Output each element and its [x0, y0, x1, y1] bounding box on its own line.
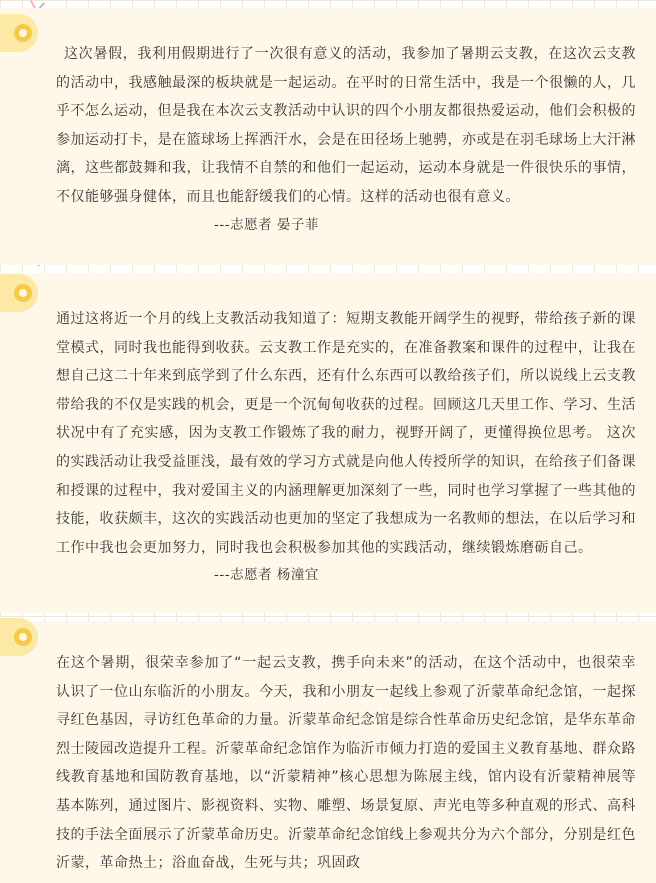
testimonial-card-2 [0, 273, 656, 613]
testimonial-body: 这次暑假，我利用假期进行了一次很有意义的活动，我参加了暑期云支教，在这次云支教的活动中，我感触最深的板块就是一起运动。在平时的日常生活中，我是一个很懒的人，几乎不怎么运动，但是我在本次云支教活动中认识的四个小朋友都很热爱运动，他们会积极的参加运动打卡，是在篮球场上挥洒汗水，会是在田径场上驰骋，亦或是在羽毛球场上大汗淋漓，这些都鼓舞和我，让我情不自禁的和他们一起运动，运动本身就是一件很快乐的事情，不仅能够强身健体，而且也能舒缓我们的心情。这样的活动也很有意义。 [56, 46, 636, 205]
testimonial-card-3 [0, 621, 656, 883]
testimonial-body: 通过这将近一个月的线上支教活动我知道了：短期支教能开阔学生的视野，带给孩子新的课堂模式，同时我也能得到收获。云支教工作是充实的，在准备教案和课件的过程中，让我在想自己这二十年来到底学到了什么东西，还有什么东西可以教给孩子们，所以说线上云支教带给我的不仅是实践的机会，更是一个沉甸甸收获的过程。回顾这几天里工作、学习、生活状况中有了充实感，因为支教工作锻炼了我的耐力，视野开阔了，更懂得换位思考。 这次的实践活动让我受益匪浅，最有效的学习方式就是向他人传授所学的知识，在给孩子们备课和授课的过程中，我对爱国主义的内涵理解更加深刻了一些，同时也学习掌握了一些其他的技能，收获颇丰，这次的实践活动也更加的坚定了我想成为一名教师的想法，在以后学习和工作中我也会更加努力，同时我也会积极参加其他的实践活动，继续锻炼磨砺自己。 [56, 311, 636, 556]
card-badge-icon [0, 14, 38, 52]
card-badge-icon [0, 274, 38, 312]
volunteer-signature: ---志愿者 杨潼宜 [214, 567, 319, 584]
card-badge-icon [0, 618, 38, 656]
testimonial-card-1 [0, 8, 656, 265]
testimonial-body: 在这个暑期，很荣幸参加了“一起云支教，携手向未来”的活动，在这个活动中，也很荣幸认识了一位山东临沂的小朋友。今天，我和小朋友一起线上参观了沂蒙革命纪念馆，一起探寻红色基因，寻访红色革命的力量。沂蒙革命纪念馆是综合性革命历史纪念馆，是华东革命烈士陵园改造提升工程。沂蒙革命纪念馆作为临沂市倾力打造的爱国主义教育基地、群众路线教育基地和国防教育基地，以“沂蒙精神”核心思想为陈展主线，馆内设有沂蒙精神展等基本陈列，通过图片、影视资料、实物、雕塑、场景复原、声光电等多种直观的形式、高科技的手法全面展示了沂蒙革命历史。沂蒙革命纪念馆线上参观共分为六个部分，分别是红色沂蒙，革命热土；浴血奋战，生死与共；巩固政 [56, 655, 636, 872]
volunteer-signature: ---志愿者 晏子菲 [214, 216, 319, 233]
